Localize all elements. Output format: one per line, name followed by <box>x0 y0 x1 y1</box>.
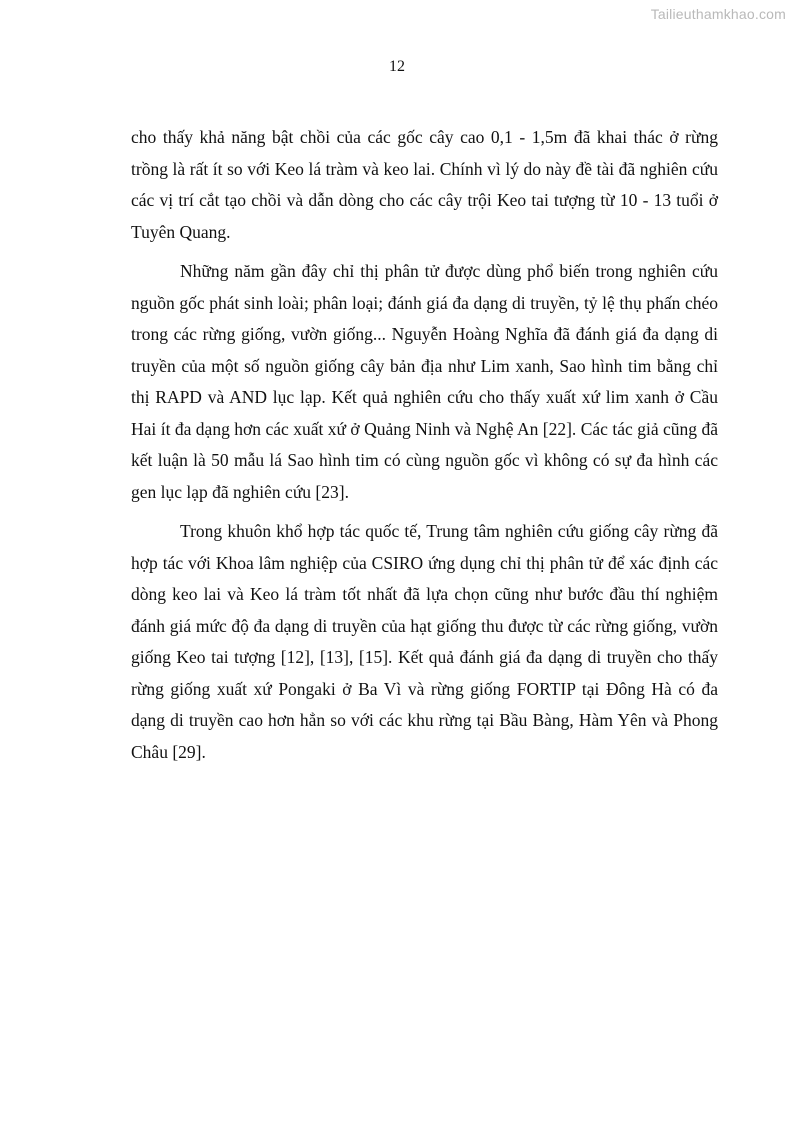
paragraph-3: Trong khuôn khổ hợp tác quốc tế, Trung tâm nghiên cứu giống cây rừng đã hợp tác với Khoa lâm nghiệp của CSIRO ứng dụng chỉ thị phân tử để xác định các dòng keo lai và Keo lá tràm tốt nhất đã lựa chọn cũng như bước đầu thí nghiệm đánh giá mức độ đa dạng di truyền của hạt giống thu được từ các rừng giống, vườn giống Keo tai tượng [12], [13], [15]. Kết quả đánh giá đa dạng di truyền cho thấy rừng giống xuất xứ Pongaki ở Ba Vì và rừng giống FORTIP tại Đông Hà có đa dạng di truyền cao hơn hẳn so với các khu rừng tại Bầu Bàng, Hàm Yên và Phong Châu [29]. <box>131 521 718 762</box>
document-body <box>131 122 718 776</box>
paragraph-1: cho thấy khả năng bật chồi của các gốc cây cao 0,1 - 1,5m đã khai thác ở rừng trồng là rất ít so với Keo lá tràm và keo lai. Chính vì lý do này đề tài đã nghiên cứu các vị trí cắt tạo chồi và dẫn dòng cho các cây trội Keo tai tượng từ 10 - 13 tuổi ở Tuyên Quang. <box>131 127 718 242</box>
watermark-text: Tailieuthamkhao.com <box>650 6 786 22</box>
page-number: 12 <box>389 58 405 75</box>
paragraph-2: Những năm gần đây chỉ thị phân tử được dùng phổ biến trong nghiên cứu nguồn gốc phát sinh loài; phân loại; đánh giá đa dạng di truyền, tỷ lệ thụ phấn chéo trong các rừng giống, vườn giống... Nguyễn Hoàng Nghĩa đã đánh giá đa dạng di truyền của một số nguồn giống cây bản địa như Lim xanh, Sao hình tim bằng chỉ thị RAPD và AND lục lạp. Kết quả nghiên cứu cho thấy xuất xứ lim xanh ở Cầu Hai ít đa dạng hơn các xuất xứ ở Quảng Ninh và Nghệ An [22]. Các tác giả cũng đã kết luận là 50 mẫu lá Sao hình tim có cùng nguồn gốc vì không có sự đa hình các gen lục lạp đã nghiên cứu [23]. <box>131 261 718 502</box>
